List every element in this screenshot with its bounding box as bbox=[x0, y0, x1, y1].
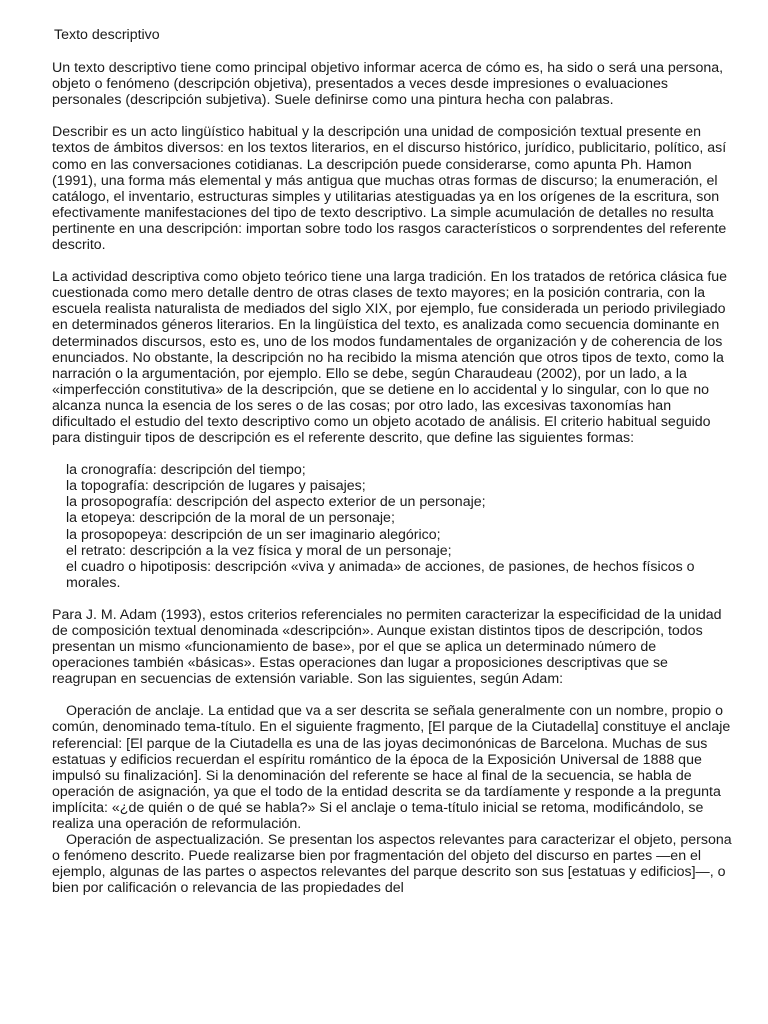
paragraph-describir: Describir es un acto lingüístico habitual y la descripción una unidad de composición textual presente en textos de ámbitos diversos: en los textos literarios, en el discurso histórico, jurídico, publicitario, político, así como en las conversaciones cotidianas. La descripción puede considerarse, como apunta Ph. Hamon (1991), una forma más elemental y más antigua que muchas otras formas de discurso; la enumeración, el catálogo, el inventario, estructuras simples y utilitarias atestiguadas ya en los orígenes de la escritura, son efectivamente manifestaciones del tipo de texto descriptivo. La simple acumulación de detalles no resulta pertinente en una descripción: importan sobre todo los rasgos característicos o sorprendentes del referente descrito. bbox=[52, 124, 727, 254]
document-page bbox=[52, 27, 732, 897]
list-item: el cuadro o hipotiposis: descripción «viva y animada» de acciones, de pasiones, de hechos físicos o morales. bbox=[66, 558, 695, 591]
paragraph-adam: Para J. M. Adam (1993), estos criterios referenciales no permiten caracterizar la especificidad de la unidad de composición textual denominada «descripción». Aunque existan distintos tipos de descripción, todos presentan un mismo «funcionamiento de base», por el que se aplica un determinado número de operaciones también «básicas». Estas operaciones dan lugar a proposiciones descriptivas que se reagrupan en secuencias de extensión variable. Son las siguientes, según Adam: bbox=[52, 606, 722, 688]
list-item: la cronografía: descripción del tiempo; bbox=[66, 462, 306, 479]
list-item: la topografía: descripción de lugares y paisajes; bbox=[66, 478, 366, 495]
paragraph-intro: Un texto descriptivo tiene como principal objetivo informar acerca de cómo es, ha sido o será una persona, objeto o fenómeno (descripción objetiva), presentados a veces desde impresiones o evaluaciones personales (descripción subjetiva). Suele definirse como una pintura hecha con palabras. bbox=[52, 60, 724, 109]
operation-anclaje: Operación de anclaje. La entidad que va a ser descrita se señala generalmente con un nombre, propio o común, denominado tema-título. En el siguiente fragmento, [El parque de la Ciutadella] constituye el anclaje referencial: [El parque de la Ciutadella es una de las joyas decimonónicas de Barcelona. Muchas de sus estatuas y edificios recuerdan el espíritu romántico de la época de la Exposición Universal de 1888 que impulsó su finalización]. Si la denominación del referente se hace al final de la secuencia, se habla de operación de asignación, ya que el todo de la entidad descrita se da tardíamente y responde a la pregunta implícita: «¿de quién o de qué se habla?» Si el anclaje o tema-título inicial se retoma, modificándolo, se realiza una operación de reformulación. bbox=[52, 703, 731, 833]
list-item: la prosopopeya: descripción de un ser imaginario alegórico; bbox=[66, 526, 441, 543]
paragraph-actividad: La actividad descriptiva como objeto teórico tiene una larga tradición. En los tratados de retórica clásica fue cuestionada como mero detalle dentro de otras clases de texto mayores; en la posición contraria, con la escuela realista naturalista de mediados del siglo XIX, por ejemplo, fue considerada un periodo privilegiado en determinados géneros literarios. En la lingüística del texto, es analizada como secuencia dominante en determinados discursos, esto es, uno de los modos fundamentales de organización y de coherencia de los enunciados. No obstante, la descripción no ha recibido la misma atención que otros tipos de texto, como la narración o la argumentación, por ejemplo. Ello se debe, según Charaudeau (2002), por un lado, a la «imperfección constitutiva» de la descripción, que se detiene en lo accidental y lo singular, con lo que no alcanza nunca la esencia de los seres o de las cosas; por otro lado, las excesivas taxonomías han dificultado el estudio del texto descriptivo como un objeto acotado de análisis. El criterio habitual seguido para distinguir tipos de descripción es el referente descrito, que define las siguientes formas: bbox=[52, 269, 728, 447]
list-item: el retrato: descripción a la vez física y moral de un personaje; bbox=[66, 542, 452, 559]
operation-aspectualizacion: Operación de aspectualización. Se presentan los aspectos relevantes para caracterizar el objeto, persona o fenómeno descrito. Puede realizarse bien por fragmentación del objeto del discurso en partes —en el ejemplo, algunas de las partes o aspectos relevantes del parque descrito son sus [estatuas y edificios]—, o bien por calificación o relevancia de las propiedades del bbox=[52, 832, 732, 897]
list-item: la etopeya: descripción de la moral de un personaje; bbox=[66, 510, 395, 527]
document-title: Texto descriptivo bbox=[54, 27, 160, 43]
forms-list bbox=[52, 462, 732, 591]
list-item: la prosopografía: descripción del aspecto exterior de un personaje; bbox=[66, 494, 486, 511]
